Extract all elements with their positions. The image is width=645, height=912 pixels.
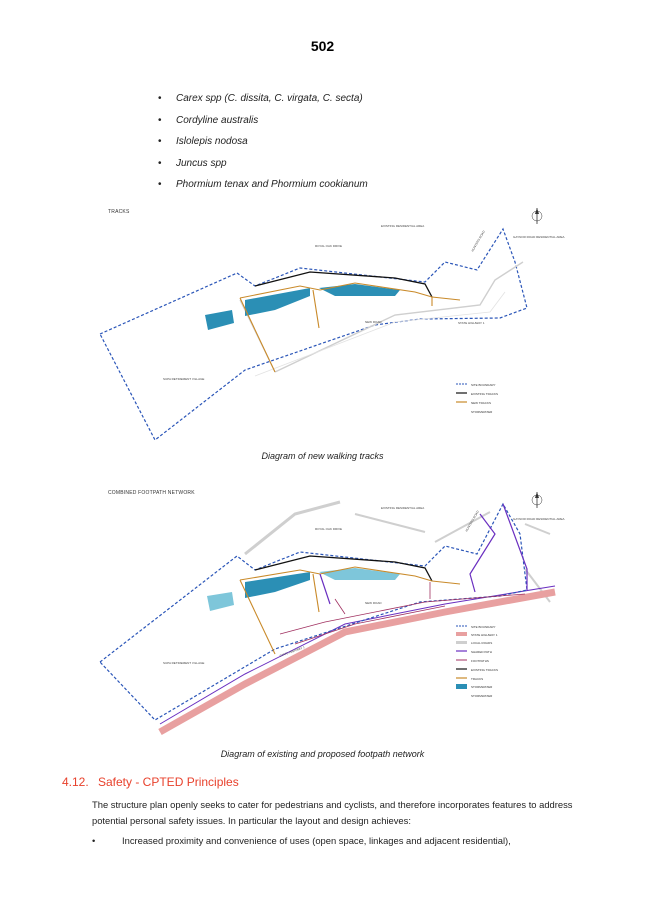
legend-item: NEW TRACKS	[471, 401, 491, 405]
shared-path	[320, 504, 527, 604]
map-label: STATE HIGHWAY 1	[278, 645, 306, 658]
map-label: GAYNOR ROAD RESIDENTIAL AREA	[513, 235, 565, 239]
bullet-item	[92, 835, 511, 846]
map-label: EXISTING RESIDENTIAL AREA	[381, 506, 425, 510]
stormwater-pond	[319, 284, 400, 296]
legend-item: TRACKS	[471, 677, 484, 681]
legend-item: FOOTPATHS	[471, 659, 489, 663]
section-title: Safety - CPTED Principles	[98, 775, 239, 789]
stormwater-pond	[205, 310, 234, 330]
map-label: ROYAL OAK DRIVE	[315, 527, 343, 531]
legend-item: STATE HIGHWAY 1	[471, 633, 498, 637]
state-highway	[160, 592, 555, 732]
section-number: 4.12.	[62, 775, 89, 789]
diagram-title: TRACKS	[108, 209, 130, 215]
site-boundary	[100, 229, 527, 440]
section-heading	[62, 775, 239, 789]
figure-caption: Diagram of existing and proposed footpath network	[220, 749, 425, 759]
bullet-text: Increased proximity and convenience of uses (open space, linkages and adjacent residential),	[122, 835, 511, 846]
map-label: NEW ROAD	[365, 601, 382, 605]
stormwater-pond	[245, 288, 310, 316]
map-label: STATE HIGHWAY 1	[458, 321, 485, 325]
figure-caption: Diagram of new walking tracks	[261, 451, 384, 461]
legend-item: EXISTING TRACKS	[471, 392, 498, 396]
legend	[456, 383, 498, 414]
map-label: SUPA RETIREMENT VILLAGE	[163, 377, 205, 381]
list-item: • Cordyline australis	[158, 112, 368, 134]
north-arrow-icon	[532, 492, 542, 508]
list-item: • Islolepis nodosa	[158, 133, 368, 155]
plant-list	[158, 90, 368, 198]
list-item: • Juncus spp	[158, 155, 368, 177]
legend-item: EXISTING TRACKS	[471, 668, 498, 672]
legend-item: SHARED PATH	[471, 650, 492, 654]
map-label: NEW ROAD	[365, 320, 382, 324]
tracks-diagram	[95, 200, 565, 450]
north-arrow-icon	[532, 208, 542, 224]
legend-item: STORMWATER	[471, 685, 493, 689]
map-label: EXISTING RESIDENTIAL AREA	[381, 224, 425, 228]
legend-item: SITE BOUNDARY	[471, 625, 496, 629]
page-number: 502	[310, 38, 335, 54]
map-label: ROYAL OAK DRIVE	[315, 244, 343, 248]
legend-item: STORMWATER	[471, 694, 493, 698]
map-label: HUNTERS ROAD	[470, 229, 486, 253]
legend-item: LOCAL ROADS	[471, 641, 493, 645]
footpath-diagram	[95, 484, 565, 738]
section-paragraph: The structure plan openly seeks to cater for pedestrians and cyclists, and therefore incorporates features to address potential personal safety issues. In particular the layout and design achieves:	[92, 799, 573, 826]
legend-item: SITE BOUNDARY	[471, 383, 496, 387]
bullet-icon: •	[92, 835, 96, 846]
list-item: • Carex spp (C. dissita, C. virgata, C. secta)	[158, 90, 368, 112]
map-label: GAYNOR ROAD RESIDENTIAL AREA	[513, 517, 565, 521]
legend-item: STORMWATER	[471, 410, 493, 414]
legend	[456, 625, 498, 698]
map-label: HUNTERS ROAD	[464, 509, 480, 533]
list-item: • Phormium tenax and Phormium cookianum	[158, 176, 368, 198]
diagram-title: COMBINED FOOTPATH NETWORK	[108, 490, 195, 496]
map-label: SUPA RETIREMENT VILLAGE	[163, 661, 205, 665]
